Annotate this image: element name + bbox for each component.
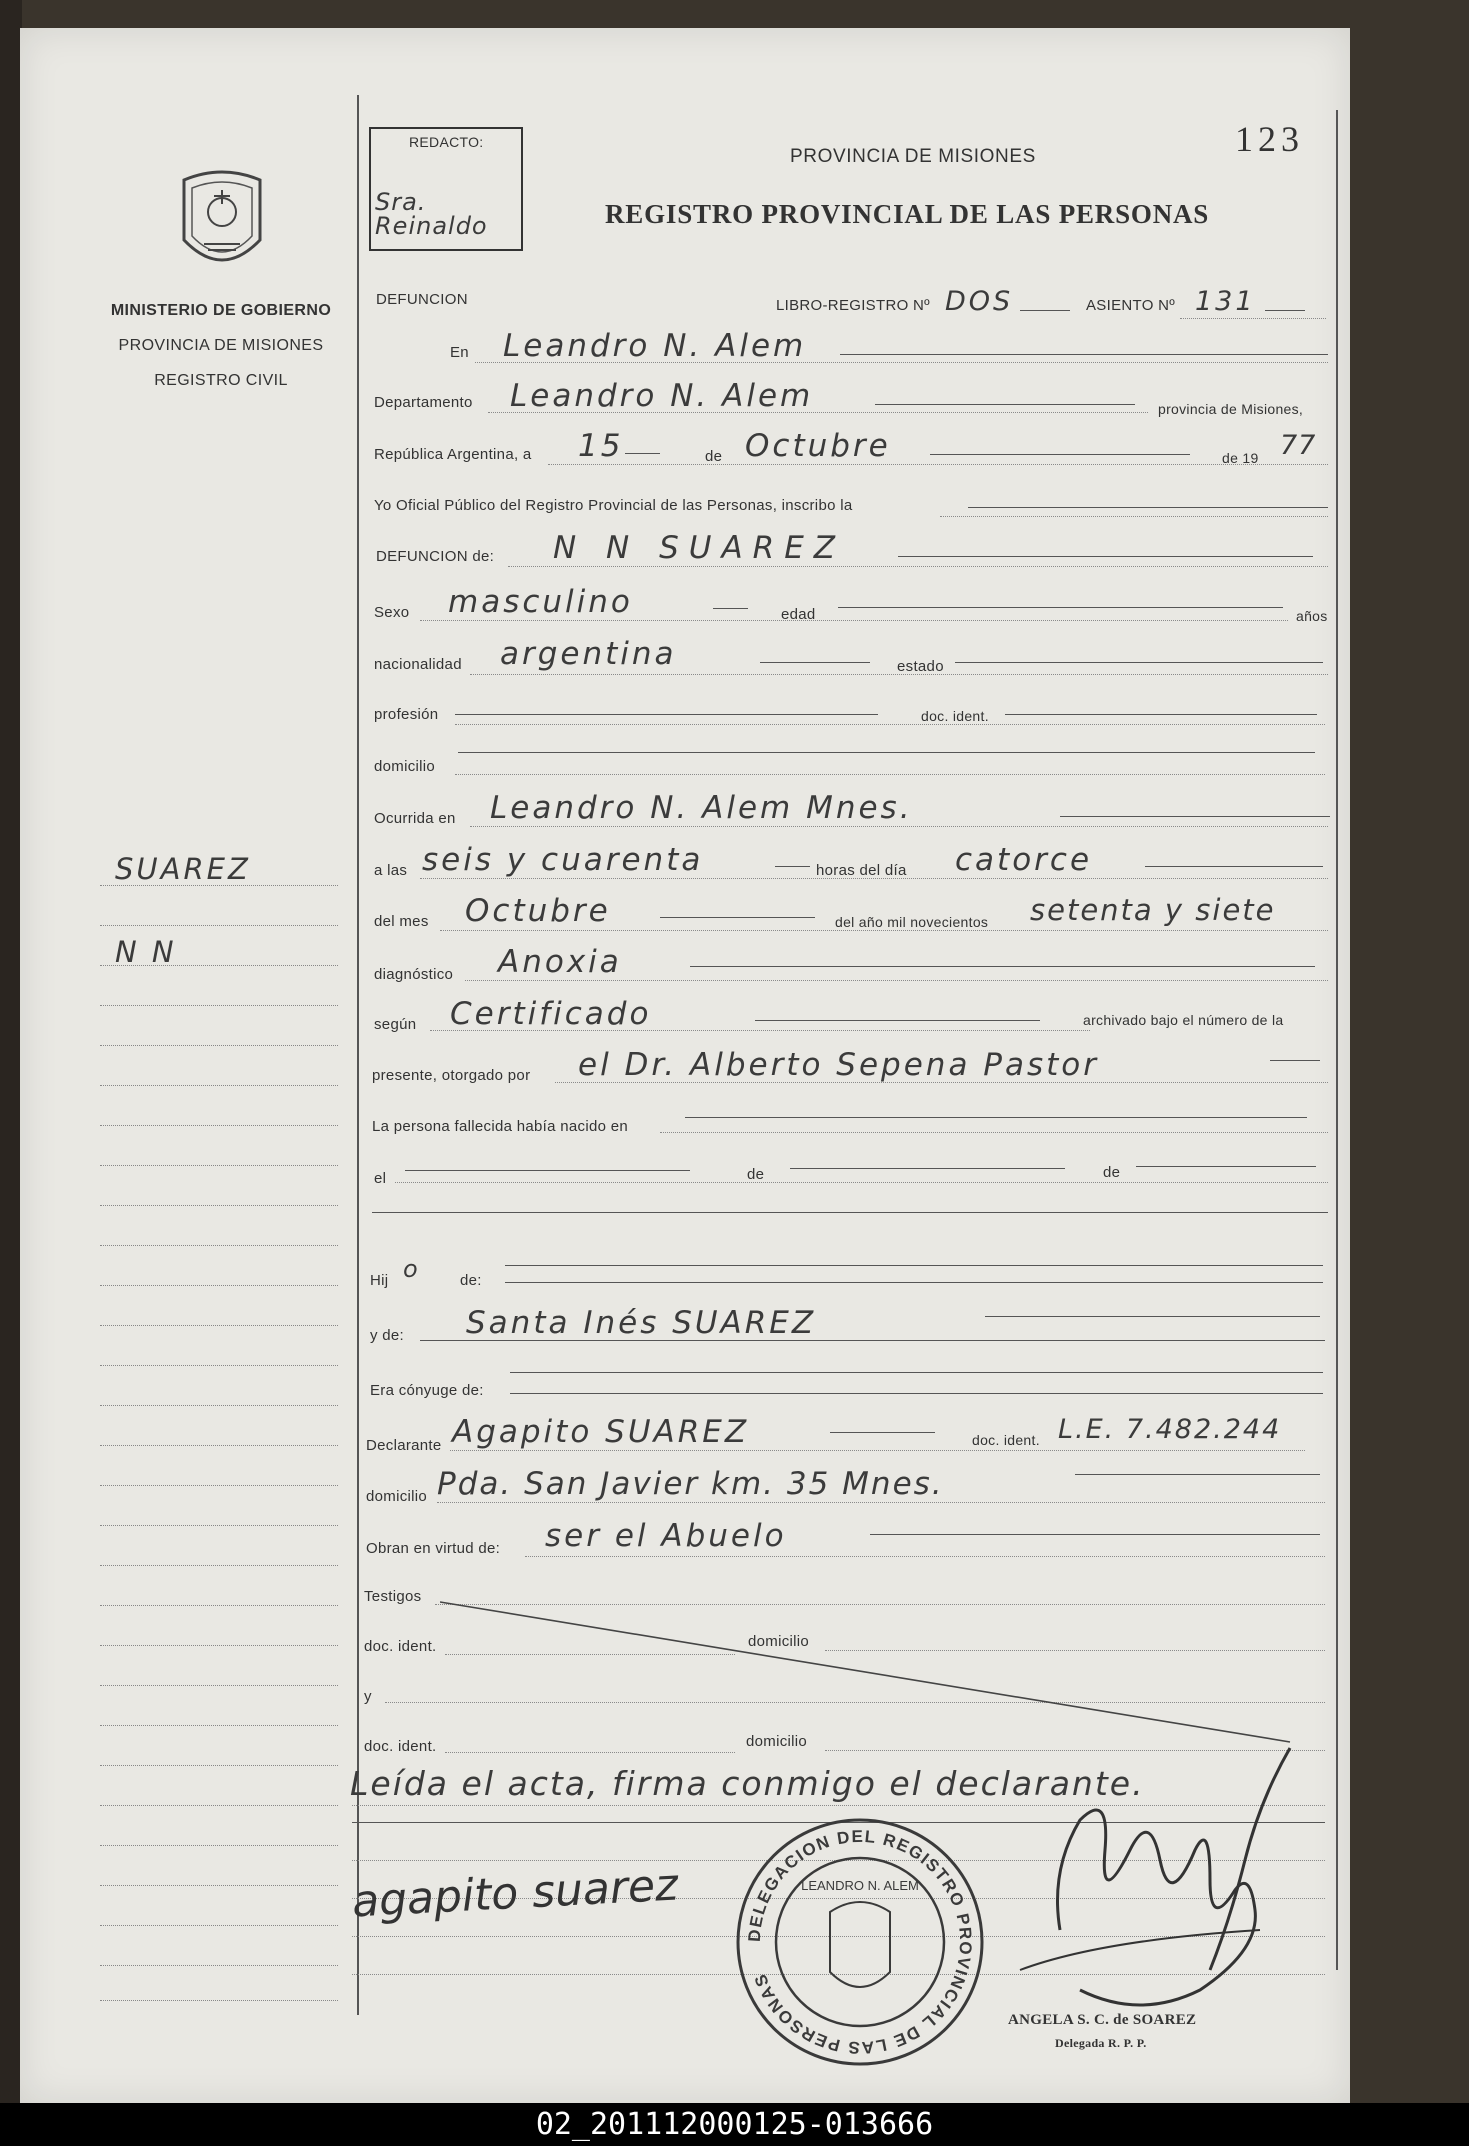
declarante-dots	[450, 1450, 1305, 1451]
t-doc-label: doc. ident.	[364, 1638, 437, 1655]
ocurrida-value: Leandro N. Alem Mnes.	[490, 790, 913, 826]
a-las-dots	[420, 878, 1328, 879]
margin-line	[100, 1605, 338, 1606]
libro-line	[1020, 310, 1070, 311]
stamp-inner-text: LEANDRO N. ALEM	[801, 1878, 919, 1893]
y-de-label: y de:	[370, 1327, 405, 1344]
hij-line-2	[505, 1282, 1323, 1283]
defuncion-type-label: DEFUNCION	[376, 291, 468, 308]
margin-line	[100, 1005, 338, 1006]
margin-line	[100, 1885, 338, 1886]
decl-dom-dots	[437, 1502, 1325, 1503]
edad-label: edad	[781, 606, 816, 623]
obran-line	[870, 1534, 1320, 1535]
archivado-label: archivado bajo el número de la	[1083, 1012, 1284, 1028]
nacionalidad-line	[760, 662, 870, 663]
diagnostico-dots	[465, 980, 1328, 981]
de-birth-label: de	[747, 1166, 765, 1183]
conyuge-top-line	[510, 1372, 1323, 1373]
province-header: PROVINCIA DE MISIONES	[790, 146, 1036, 167]
republica-label: República Argentina, a	[374, 446, 532, 463]
anos-label: años	[1296, 608, 1328, 624]
ocurrida-label: Ocurrida en	[374, 810, 456, 827]
declarante-line	[830, 1432, 935, 1433]
margin-line	[100, 1925, 338, 1926]
t-dom-label: domicilio	[748, 1633, 810, 1650]
a-las-label: a las	[374, 862, 408, 879]
profesion-line	[455, 714, 878, 715]
y-label: y	[364, 1688, 372, 1705]
decl-dom-label: domicilio	[366, 1488, 428, 1505]
declarante-label: Declarante	[366, 1437, 442, 1454]
nacido-label: La persona fallecida había nacido en	[372, 1118, 628, 1135]
profesion-dots	[455, 724, 1325, 725]
registry-heading: REGISTRO CIVIL	[154, 372, 288, 389]
margin-line	[100, 1045, 338, 1046]
redacto-value: Sra. Reinaldo	[375, 188, 488, 240]
file-id-bar: 02_201112000125-013666	[0, 2103, 1469, 2146]
margin-line	[100, 1525, 338, 1526]
redacto-label: REDACTO:	[409, 134, 484, 150]
asiento-dots	[1180, 318, 1326, 319]
sexo-line	[713, 608, 748, 609]
hij-value: o	[403, 1255, 421, 1283]
obran-label: Obran en virtud de:	[366, 1540, 501, 1557]
decl-dom-line	[1075, 1474, 1320, 1475]
oficial-text: Yo Oficial Público del Registro Provincial de las Personas, inscribo la	[374, 497, 853, 514]
del-ano-label: del año mil novecientos	[835, 914, 989, 930]
margin-line	[100, 1285, 338, 1286]
official-name: ANGELA S. C. de SOAREZ	[1008, 2012, 1197, 2028]
margin-line	[100, 1645, 338, 1646]
y-de-line-2	[420, 1340, 1325, 1341]
sexo-label: Sexo	[374, 604, 410, 621]
presente-line	[1270, 1060, 1320, 1061]
domicilio-line	[458, 752, 1315, 753]
sexo-value: masculino	[448, 584, 633, 620]
margin-name: N N	[115, 935, 177, 969]
nacionalidad-value: argentina	[500, 636, 677, 672]
margin-line	[100, 1405, 338, 1406]
svg-text:DELEGACION DEL REGISTRO PROVIN	[745, 1827, 975, 2057]
nacido-line	[685, 1117, 1307, 1118]
departamento-value: Leandro N. Alem	[510, 378, 814, 414]
y-de-value: Santa Inés SUAREZ	[466, 1305, 817, 1341]
margin-line	[100, 1845, 338, 1846]
official-signature	[960, 1740, 1310, 2040]
official-stamp-icon	[730, 1812, 990, 2072]
defuncion-de-value: N N SUAREZ	[553, 530, 846, 566]
defuncion-de-label: DEFUNCION de:	[376, 548, 495, 565]
sexo-dots	[420, 620, 1288, 621]
t2-dom-label: domicilio	[746, 1733, 808, 1750]
declarant-signature: agapito suarez	[350, 1859, 680, 1928]
margin-line	[100, 1965, 338, 1966]
en-value: Leandro N. Alem	[503, 328, 807, 364]
de-birth-line	[790, 1168, 1065, 1169]
ano-value: setenta y siete	[1030, 893, 1276, 927]
ocurrida-line	[1060, 816, 1330, 817]
year-suffix-value: 77	[1280, 430, 1317, 461]
nacionalidad-dots	[470, 674, 1328, 675]
provincial-seal-icon	[174, 170, 270, 280]
conyuge-label: Era cónyuge de:	[370, 1382, 484, 1399]
presente-label: presente, otorgado por	[372, 1067, 531, 1084]
stamp-ring-text: DELEGACION DEL REGISTRO PROVINCIAL DE LAS PERSONAS	[744, 1826, 976, 2058]
presente-dots	[555, 1082, 1328, 1083]
book-spine	[0, 0, 22, 2146]
en-dots	[475, 362, 1328, 363]
margin-surname: SUAREZ	[115, 852, 251, 886]
profesion-label: profesión	[374, 706, 439, 723]
horas-label: horas del día	[816, 862, 907, 879]
margin-line	[100, 1325, 338, 1326]
dia-line	[1145, 866, 1323, 867]
month-line	[930, 454, 1190, 455]
closing-text: Leída el acta, firma conmigo el declarante.	[350, 1764, 1145, 1803]
de-birth-year-label: de	[1103, 1164, 1121, 1181]
t2-doc-label: doc. ident.	[364, 1738, 437, 1755]
month-value: Octubre	[745, 428, 891, 464]
departamento-line	[875, 404, 1135, 405]
margin-line	[100, 1485, 338, 1486]
libro-label: LIBRO-REGISTRO Nº	[776, 297, 930, 314]
republica-dots	[548, 464, 1328, 465]
conyuge-line	[510, 1393, 1323, 1394]
year-prefix-label: de 19	[1222, 450, 1259, 466]
margin-line	[100, 1365, 338, 1366]
departamento-label: Departamento	[374, 394, 473, 411]
ocurrida-dots	[470, 826, 1328, 827]
a-las-line	[775, 866, 810, 867]
asiento-value: 131	[1195, 286, 1256, 317]
el-dots	[395, 1182, 1328, 1183]
t2-doc-dots	[445, 1752, 735, 1753]
departamento-dots	[488, 412, 1148, 413]
day-line	[625, 453, 660, 454]
defuncion-de-dots	[508, 566, 1328, 567]
en-line	[840, 354, 1328, 355]
testigos-label: Testigos	[364, 1588, 422, 1605]
page-number: 123	[1235, 119, 1304, 159]
mes-line	[660, 917, 815, 918]
margin-line	[100, 1805, 338, 1806]
el-label: el	[374, 1170, 387, 1187]
del-mes-dots	[440, 930, 1328, 931]
margin-line	[100, 1245, 338, 1246]
edad-line	[838, 607, 1283, 608]
margin-line	[100, 1565, 338, 1566]
margin-line	[100, 885, 338, 886]
defuncion-de-line	[898, 556, 1313, 557]
margin-line	[100, 1085, 338, 1086]
margin-line	[100, 1445, 338, 1446]
declarante-value: Agapito SUAREZ	[452, 1414, 750, 1450]
obran-dots	[525, 1556, 1325, 1557]
domicilio-dots	[455, 774, 1325, 775]
diagnostico-value: Anoxia	[498, 944, 622, 980]
decl-doc-label: doc. ident.	[972, 1432, 1040, 1448]
segun-line	[755, 1020, 1040, 1021]
nacido-dots	[660, 1132, 1328, 1133]
diagnostico-label: diagnóstico	[374, 966, 454, 983]
margin-line	[100, 1685, 338, 1686]
segun-label: según	[374, 1016, 417, 1033]
margin-line	[100, 925, 338, 926]
decl-doc-value: L.E. 7.482.244	[1058, 1414, 1282, 1445]
segun-dots	[430, 1030, 1090, 1031]
domicilio-label: domicilio	[374, 758, 436, 775]
el-line	[405, 1170, 690, 1171]
presente-value: el Dr. Alberto Sepena Pastor	[578, 1047, 1100, 1083]
birth-extra-line	[372, 1212, 1328, 1213]
asiento-label: ASIENTO Nº	[1086, 297, 1176, 314]
a-las-value: seis y cuarenta	[422, 842, 704, 878]
nacionalidad-label: nacionalidad	[374, 656, 462, 673]
en-label: En	[450, 344, 469, 361]
margin-line	[100, 1125, 338, 1126]
provincia-label: provincia de Misiones,	[1158, 401, 1304, 417]
margin-line	[100, 965, 338, 966]
decl-dom-value: Pda. San Javier km. 35 Mnes.	[437, 1466, 944, 1502]
obran-value: ser el Abuelo	[545, 1518, 787, 1554]
oficial-line	[968, 507, 1328, 508]
left-vertical-rule	[357, 95, 359, 2015]
registry-title: REGISTRO PROVINCIAL DE LAS PERSONAS	[605, 199, 1210, 229]
doc-ident-line	[1005, 714, 1317, 715]
mes-value: Octubre	[465, 893, 611, 929]
segun-value: Certificado	[450, 996, 652, 1032]
del-mes-label: del mes	[374, 913, 429, 930]
diagnostico-line	[690, 966, 1315, 967]
witness-cancel-stroke	[440, 1590, 1300, 1750]
libro-value: DOS	[945, 286, 1014, 317]
margin-line	[100, 2000, 338, 2001]
dia-value: catorce	[955, 842, 1093, 878]
de-month-label: de	[705, 448, 723, 465]
province-heading: PROVINCIA DE MISIONES	[118, 337, 324, 354]
hij-line	[505, 1265, 1323, 1266]
margin-line	[100, 1165, 338, 1166]
doc-ident-label: doc. ident.	[921, 708, 989, 724]
hij-label: Hij	[370, 1272, 389, 1289]
official-title: Delegada R. P. P.	[1055, 2036, 1147, 2050]
de-birth-year-line	[1136, 1166, 1316, 1167]
ministry-heading: MINISTERIO DE GOBIERNO	[110, 302, 332, 319]
asiento-line	[1265, 310, 1305, 311]
hij-de-label: de:	[460, 1272, 482, 1289]
margin-line	[100, 1725, 338, 1726]
day-value: 15	[578, 428, 624, 464]
oficial-dots	[940, 516, 1328, 517]
margin-line	[100, 1205, 338, 1206]
estado-line	[955, 662, 1323, 663]
right-vertical-rule	[1336, 110, 1338, 1970]
margin-line	[100, 1765, 338, 1766]
estado-label: estado	[897, 658, 944, 675]
y-de-line	[985, 1316, 1320, 1317]
